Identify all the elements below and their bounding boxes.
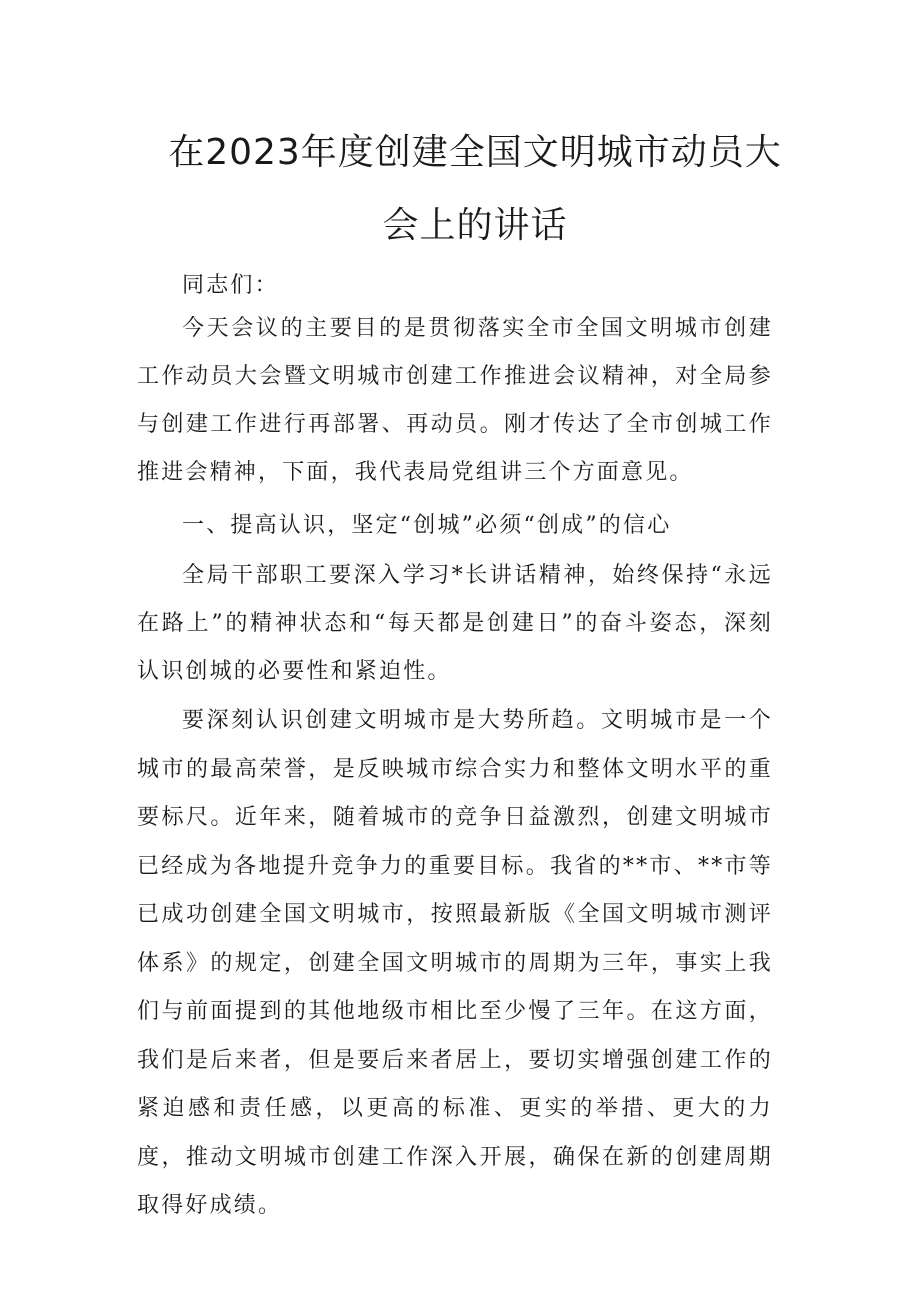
paragraph-3: 要深刻认识创建文明城市是大势所趋。文明城市是一个城市的最高荣誉，是反映城市综合实力和整体文明水平的重要标尺。近年来，随着城市的竞争日益激烈，创建文明城市已经成为各地提升竞争力的重要目标。我省的**市、**市等已成功创建全国文明城市，按照最新版《全国文明城市测评体系》的规定，创建全国文明城市的周期为三年，事实上我们与前面提到的其他地级市相比至少慢了三年。在这方面，我们是后来者，但是要后来者居上，要切实增强创建工作的紧迫感和责任感，以更高的标准、更实的举措、更大的力度，推动文明城市创建工作深入开展，确保在新的创建周期取得好成绩。 <box>137 708 773 1218</box>
document-title-line-2: 会上的讲话 <box>382 205 568 246</box>
salutation: 同志们： <box>182 273 279 298</box>
paragraph-2: 全局干部职工要深入学习*长讲话精神，始终保持“永远在路上”的精神状态和“每天都是创建日”的奋斗姿态，深刻认识创城的必要性和紧迫性。 <box>137 563 773 684</box>
document-title-line-1: 在2023年度创建全国文明城市动员大 <box>168 132 782 173</box>
paragraph-1: 今天会议的主要目的是贯彻落实全市全国文明城市创建工作动员大会暨文明城市创建工作推进会议精神，对全局参与创建工作进行再部署、再动员。刚才传达了全市创城工作推进会精神，下面，我代表局党组讲三个方面意见。 <box>137 316 773 485</box>
section-heading-1: 一、提高认识，坚定“创城”必须“创成”的信心 <box>182 513 672 538</box>
